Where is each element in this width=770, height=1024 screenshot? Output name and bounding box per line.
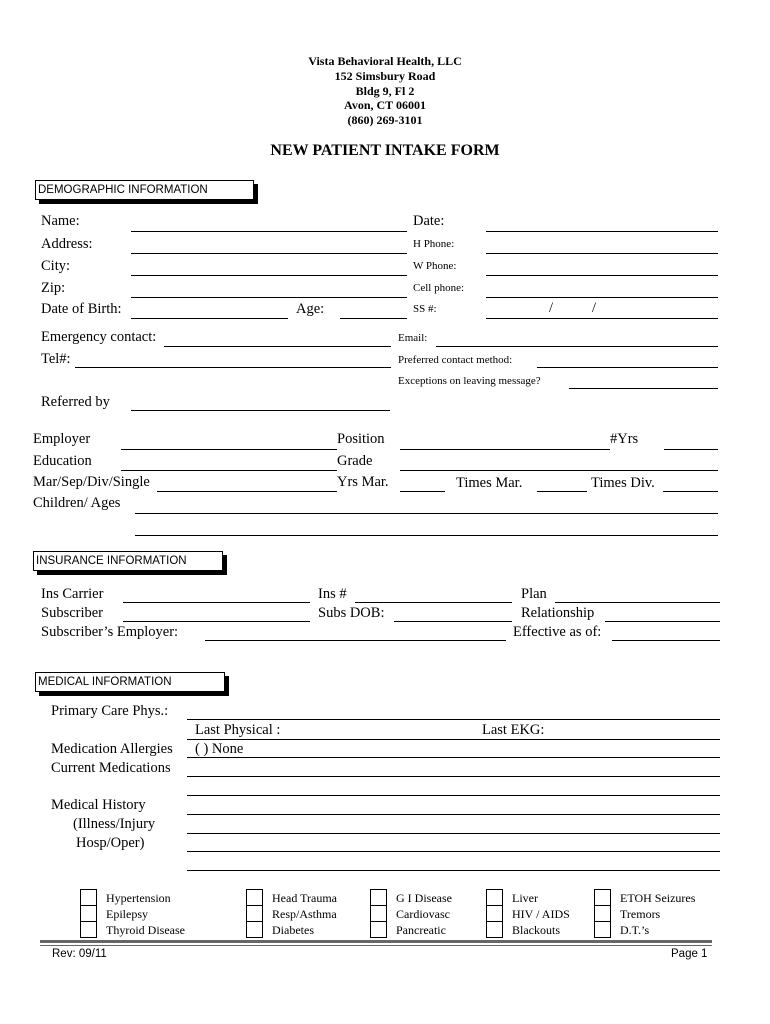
footer-rule — [40, 940, 712, 943]
city-label: City: — [41, 258, 71, 274]
grade-field[interactable] — [400, 470, 718, 471]
email-label: Email: — [398, 332, 428, 344]
referred-by-field[interactable] — [131, 410, 390, 411]
condition-label: HIV / AIDS — [512, 907, 570, 921]
times-div-label: Times Div. — [591, 475, 655, 491]
ins-number-label: Ins # — [318, 586, 347, 602]
allergies-none-option[interactable]: ( ) None — [195, 741, 244, 757]
current-medications-field[interactable] — [187, 776, 720, 777]
education-field[interactable] — [121, 470, 337, 471]
condition-checkbox[interactable] — [486, 921, 503, 938]
subscriber-employer-field[interactable] — [205, 640, 506, 641]
last-physical-label: Last Physical : — [195, 722, 281, 738]
condition-label: Epilepsy — [106, 907, 148, 921]
yrs-mar-field[interactable] — [400, 491, 445, 492]
condition-checkbox[interactable] — [594, 921, 611, 938]
yrs-mar-label: Yrs Mar. — [337, 474, 389, 490]
effective-as-of-field[interactable] — [612, 640, 720, 641]
condition-label: Tremors — [620, 907, 661, 921]
referred-by-label: Referred by — [41, 394, 110, 410]
condition-label: Pancreatic — [396, 923, 446, 937]
condition-checkbox[interactable] — [370, 921, 387, 938]
relationship-label: Relationship — [521, 605, 595, 621]
org-name: Vista Behavioral Health, LLC — [308, 54, 462, 68]
condition-checkbox[interactable] — [594, 905, 611, 922]
employer-field[interactable] — [121, 449, 337, 450]
condition-checkbox[interactable] — [80, 889, 97, 906]
condition-label: Diabetes — [272, 923, 314, 937]
subs-dob-field[interactable] — [394, 621, 512, 622]
children-ages-field-2[interactable] — [135, 535, 718, 536]
cell-phone-field[interactable] — [486, 297, 718, 298]
times-div-field[interactable] — [663, 491, 718, 492]
h-phone-label: H Phone: — [413, 238, 455, 250]
medical-section-header: MEDICAL INFORMATION — [35, 672, 225, 692]
effective-as-of-label: Effective as of: — [513, 624, 602, 640]
condition-checkbox[interactable] — [370, 905, 387, 922]
primary-care-field[interactable] — [187, 719, 720, 720]
page-number: Page 1 — [671, 948, 708, 960]
condition-label: Head Trauma — [272, 891, 337, 905]
yrs-field[interactable] — [664, 449, 718, 450]
ss-separator-1: / — [549, 300, 554, 316]
primary-care-label: Primary Care Phys.: — [51, 703, 169, 719]
yrs-label: #Yrs — [610, 431, 639, 447]
ins-number-field[interactable] — [355, 602, 512, 603]
emergency-contact-field[interactable] — [164, 346, 391, 347]
position-field[interactable] — [400, 449, 610, 450]
condition-checkbox[interactable] — [80, 905, 97, 922]
medical-history-field-2[interactable] — [187, 833, 720, 834]
illness-injury-label: (Illness/Injury — [73, 816, 156, 832]
last-physical-ekg-field[interactable] — [187, 739, 720, 740]
ss-label: SS #: — [413, 303, 437, 315]
plan-field[interactable] — [555, 602, 720, 603]
condition-label: Hypertension — [106, 891, 171, 905]
name-label: Name: — [41, 213, 80, 229]
medical-history-field-1[interactable] — [187, 814, 720, 815]
org-phone: (860) 269-3101 — [347, 113, 423, 127]
ss-field[interactable] — [486, 318, 718, 319]
org-street: 152 Simsbury Road — [334, 69, 436, 83]
name-field[interactable] — [131, 231, 407, 232]
condition-label: ETOH Seizures — [620, 891, 696, 905]
last-ekg-label: Last EKG: — [482, 722, 545, 738]
ins-carrier-field[interactable] — [123, 602, 310, 603]
ins-carrier-label: Ins Carrier — [41, 586, 104, 602]
current-medications-field-2[interactable] — [187, 795, 720, 796]
insurance-section-header: INSURANCE INFORMATION — [33, 551, 223, 571]
condition-checkbox[interactable] — [486, 905, 503, 922]
condition-label: G I Disease — [396, 891, 452, 905]
current-medications-label: Current Medications — [51, 760, 171, 776]
times-mar-field[interactable] — [537, 491, 587, 492]
condition-checkbox[interactable] — [594, 889, 611, 906]
subscriber-employer-label: Subscriber’s Employer: — [41, 624, 179, 640]
marital-status-label: Mar/Sep/Div/Single — [33, 474, 150, 490]
plan-label: Plan — [521, 586, 547, 602]
preferred-contact-label: Preferred contact method: — [398, 354, 513, 366]
medical-history-field-3[interactable] — [187, 851, 720, 852]
exceptions-label: Exceptions on leaving message? — [398, 375, 541, 387]
zip-field[interactable] — [131, 297, 407, 298]
subs-dob-label: Subs DOB: — [318, 605, 385, 621]
h-phone-field[interactable] — [486, 253, 718, 254]
footer-rule-thin — [40, 945, 712, 946]
condition-label: Thyroid Disease — [106, 923, 185, 937]
address-label: Address: — [41, 236, 93, 252]
condition-label: Blackouts — [512, 923, 560, 937]
condition-label: Liver — [512, 891, 538, 905]
city-field[interactable] — [131, 275, 407, 276]
grade-label: Grade — [337, 453, 373, 469]
age-field[interactable] — [340, 318, 407, 319]
marital-status-field[interactable] — [157, 491, 337, 492]
org-city: Avon, CT 06001 — [344, 98, 426, 112]
tel-label: Tel#: — [41, 351, 71, 367]
education-label: Education — [33, 453, 92, 469]
w-phone-field[interactable] — [486, 275, 718, 276]
date-field[interactable] — [486, 231, 718, 232]
age-label: Age: — [296, 301, 325, 317]
revision-label: Rev: 09/11 — [52, 948, 107, 960]
cell-phone-label: Cell phone: — [413, 282, 465, 294]
subscriber-field[interactable] — [123, 621, 310, 622]
tel-field[interactable] — [75, 367, 391, 368]
dob-field[interactable] — [131, 318, 288, 319]
ss-separator-2: / — [592, 300, 597, 316]
condition-checkbox[interactable] — [486, 889, 503, 906]
email-field[interactable] — [436, 346, 718, 347]
emergency-contact-label: Emergency contact: — [41, 329, 157, 345]
condition-label: Resp/Asthma — [272, 907, 337, 921]
condition-checkbox[interactable] — [80, 921, 97, 938]
relationship-field[interactable] — [605, 621, 720, 622]
subscriber-label: Subscriber — [41, 605, 104, 621]
position-label: Position — [337, 431, 385, 447]
condition-checkbox[interactable] — [246, 921, 263, 938]
form-title: NEW PATIENT INTAKE FORM — [270, 142, 500, 159]
medication-allergies-field[interactable] — [187, 757, 720, 758]
condition-label: Cardiovasc — [396, 907, 450, 921]
exceptions-field[interactable] — [569, 388, 718, 389]
condition-checkbox[interactable] — [370, 889, 387, 906]
times-mar-label: Times Mar. — [456, 475, 523, 491]
condition-checkbox[interactable] — [246, 889, 263, 906]
demographic-section-header: DEMOGRAPHIC INFORMATION — [35, 180, 254, 200]
hosp-oper-label: Hosp/Oper) — [76, 835, 145, 851]
children-ages-field-1[interactable] — [135, 513, 718, 514]
w-phone-label: W Phone: — [413, 260, 457, 272]
date-label: Date: — [413, 213, 445, 229]
medical-history-field-4[interactable] — [187, 870, 720, 871]
condition-checkbox[interactable] — [246, 905, 263, 922]
condition-label: D.T.’s — [620, 923, 650, 937]
zip-label: Zip: — [41, 280, 66, 296]
preferred-contact-field[interactable] — [537, 367, 718, 368]
employer-label: Employer — [33, 431, 91, 447]
dob-label: Date of Birth: — [41, 301, 122, 317]
children-ages-label: Children/ Ages — [33, 495, 121, 511]
address-field[interactable] — [131, 253, 407, 254]
medication-allergies-label: Medication Allergies — [51, 741, 173, 757]
medical-history-label: Medical History — [51, 797, 146, 813]
org-bldg: Bldg 9, Fl 2 — [355, 84, 415, 98]
